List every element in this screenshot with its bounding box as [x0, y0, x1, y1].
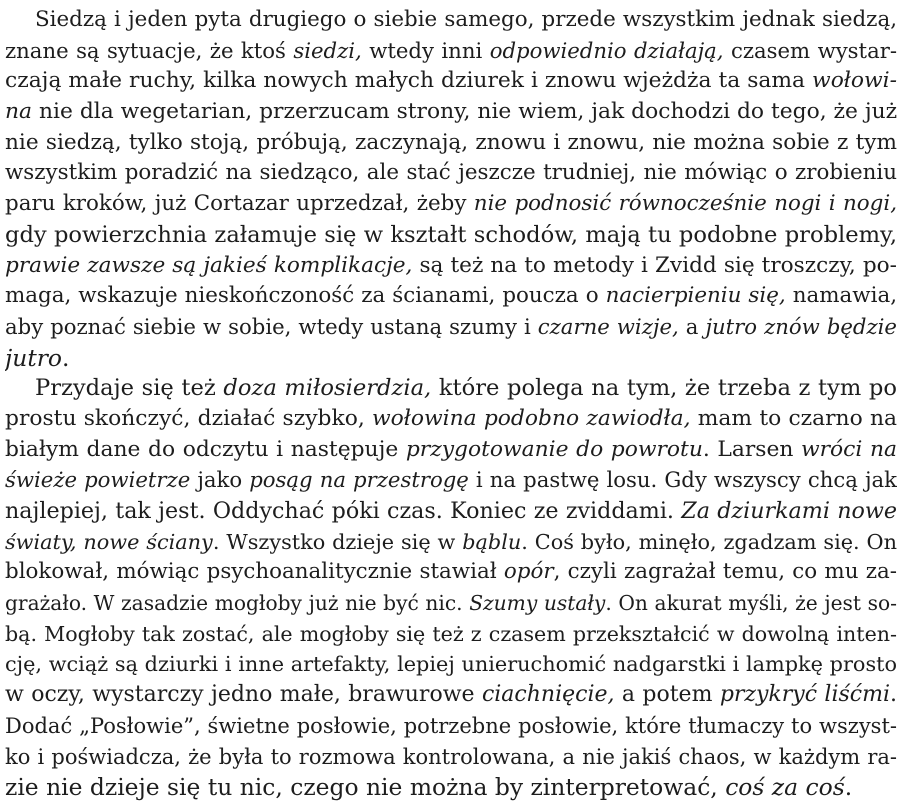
- text-line: [5, 220, 897, 251]
- text-line: [5, 343, 897, 374]
- italic-phrase: światy, nowe ściany: [5, 529, 213, 554]
- text-segment: nie siedzą, tylko stoją, próbują, zaczynają, znowu i znowu, nie można sobie z tym: [5, 129, 897, 155]
- italic-phrase: opór: [503, 559, 554, 585]
- text-segment: które polega na tym, że trzeba z tym po: [431, 375, 897, 402]
- text-segment: zie nie dzieje się tu nic, czego nie można by zinterpretować,: [5, 773, 726, 802]
- text-segment: Dodać „Posłowie”, świetne posłowie, potrzebne posłowie, które tłumaczy to wszyst-: [5, 713, 897, 738]
- italic-phrase: na: [5, 99, 33, 125]
- text-segment: mam to czarno na: [690, 405, 897, 431]
- text-segment: bą. Mogłoby tak zostać, ale mogłoby się też z czasem przekształcić w dowolną inten-: [5, 621, 897, 646]
- italic-phrase: jutro znów będzie: [705, 313, 897, 339]
- text-segment: grażało. W zasadzie mogłoby już nie być nic.: [5, 591, 470, 616]
- text-line: [5, 588, 897, 619]
- text-segment: namawia,: [785, 283, 897, 309]
- text-line: [5, 128, 897, 159]
- italic-phrase: coś za coś: [725, 773, 845, 802]
- paragraph: [5, 373, 897, 803]
- text-segment: czają małe ruchy, kilka nowych małych dziurek i znowu wjeżdża ta sama: [5, 68, 813, 94]
- text-segment: gdy powierzchnia załamuje się w kształt schodów, mają tu podobne problemy,: [5, 221, 897, 248]
- book-page: [5, 5, 897, 803]
- text-line: [5, 5, 897, 36]
- text-segment: ko i poświadcza, że była to rozmowa kontrolowana, a nie jakiś chaos, w każdym ra-: [5, 744, 897, 769]
- text-line: [5, 97, 897, 128]
- text-line: [5, 66, 897, 97]
- text-line: [5, 158, 897, 189]
- text-line: [5, 312, 897, 343]
- italic-phrase: nie podnosić równocześnie nogi i nogi,: [473, 191, 897, 217]
- italic-phrase: prawie zawsze są jakieś komplikacje,: [5, 252, 413, 278]
- italic-phrase: świeże powietrze: [5, 467, 191, 493]
- italic-phrase: przykryć liśćmi: [719, 682, 890, 708]
- text-segment: jako: [190, 467, 250, 493]
- text-segment: znane są sytuacje, że ktoś: [5, 37, 294, 63]
- text-line: [5, 649, 897, 680]
- text-line: [5, 527, 897, 558]
- text-segment: wszystkim poradzić na siedząco, ale stać jeszcze trudniej, nie mówiąc o zrobieniu: [5, 160, 897, 186]
- text-line: [5, 496, 897, 527]
- text-segment: Przydaje się też: [35, 375, 224, 402]
- italic-phrase: ciachnięcie,: [481, 682, 615, 708]
- text-segment: aby poznać siebie w sobie, wtedy ustaną szumy i: [5, 313, 538, 339]
- text-segment: czasem wystar-: [723, 37, 897, 63]
- text-segment: maga, wskazuje nieskończoność za ścianami, poucza o: [5, 283, 606, 309]
- text-segment: . Coś było, minęło, zgadzam się. On: [521, 529, 897, 554]
- paragraph: [5, 5, 897, 373]
- text-line: [5, 281, 897, 312]
- text-segment: są też na to metody i Zvidd się troszczy, po-: [412, 252, 897, 278]
- text-line: [5, 435, 897, 466]
- text-segment: a: [678, 313, 706, 339]
- italic-phrase: nacierpieniu się,: [605, 283, 786, 309]
- italic-phrase: przygotowanie do powrotu: [405, 436, 703, 462]
- text-segment: .: [890, 682, 897, 708]
- text-segment: blokował, mówiąc psychoanalitycznie stawiał: [5, 559, 504, 585]
- italic-phrase: Za dziurkami nowe: [681, 498, 897, 524]
- text-segment: paru kroków, już Cortazar uprzedzał, żeby: [5, 191, 474, 217]
- text-line: [5, 557, 897, 588]
- text-segment: wtedy inni: [361, 37, 490, 63]
- text-line: [5, 189, 897, 220]
- text-line: [5, 373, 897, 404]
- text-segment: i na pastwę losu. Gdy wszyscy chcą jak: [468, 467, 897, 493]
- text-segment: a potem: [614, 682, 720, 708]
- text-line: [5, 251, 897, 282]
- text-line: [5, 404, 897, 435]
- italic-phrase: jutro: [5, 343, 62, 372]
- text-segment: białym dane do odczytu i następuje: [5, 436, 406, 462]
- text-segment: , czyli zagrażał temu, co mu za-: [553, 559, 897, 585]
- italic-phrase: siedzi,: [293, 37, 362, 63]
- text-line: [5, 619, 897, 650]
- text-segment: . On akurat myśli, że jest so-: [605, 591, 897, 616]
- text-segment: prostu skończyć, działać szybko,: [5, 405, 372, 431]
- italic-phrase: posąg na przestrogę: [249, 467, 469, 493]
- text-line: [5, 36, 897, 67]
- text-line: [5, 711, 897, 742]
- italic-phrase: wołowina podobno zawiodła,: [371, 405, 691, 431]
- italic-phrase: doza miłosierdzia,: [223, 375, 432, 402]
- text-segment: cję, wciąż są dziurki i inne artefakty, lepiej unieruchomić nadgarstki i lampkę prosto: [5, 652, 897, 677]
- text-line: [5, 465, 897, 496]
- text-segment: .: [844, 773, 853, 802]
- text-segment: .: [61, 343, 70, 372]
- italic-phrase: odpowiednio działają,: [489, 37, 724, 63]
- italic-phrase: bąblu: [462, 529, 522, 554]
- text-segment: w oczy, wystarczy jedno małe, brawurowe: [5, 682, 482, 708]
- text-line: [5, 772, 897, 803]
- text-segment: Siedzą i jeden pyta drugiego o siebie samego, przede wszystkim jednak siedzą,: [35, 7, 897, 32]
- italic-phrase: czarne wizje,: [537, 313, 679, 339]
- text-segment: najlepiej, tak jest. Oddychać póki czas. Koniec ze zviddami.: [5, 498, 682, 524]
- italic-phrase: Szumy ustały: [469, 591, 606, 616]
- text-line: [5, 680, 897, 711]
- text-segment: . Wszystko dzieje się w: [212, 529, 463, 554]
- italic-phrase: wróci na: [800, 436, 897, 462]
- text-segment: nie dla wegetarian, przerzucam strony, nie wiem, jak dochodzi do tego, że już: [32, 99, 897, 125]
- text-segment: . Larsen: [702, 436, 801, 462]
- text-line: [5, 742, 897, 773]
- italic-phrase: wołowi-: [812, 68, 897, 94]
